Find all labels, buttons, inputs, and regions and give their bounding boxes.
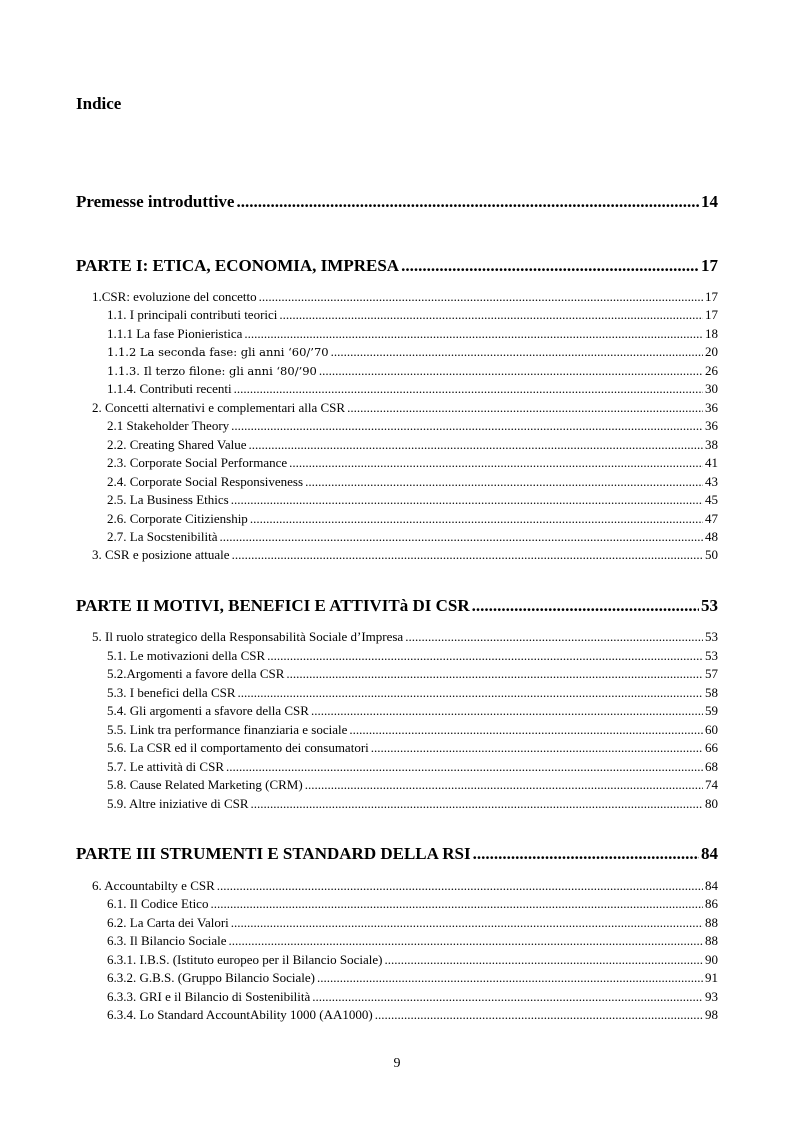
toc-entry-page: 91 (705, 970, 718, 985)
toc-entry[interactable] (107, 325, 718, 342)
toc-entry[interactable] (107, 380, 718, 397)
toc-entry-title: Premesse introduttive (76, 192, 235, 211)
toc-entry-page: 60 (705, 722, 718, 737)
toc-entry[interactable] (107, 914, 718, 931)
toc-entry-page: 84 (701, 844, 718, 863)
toc-entry-title: 2.5. La Business Ethics (107, 492, 229, 507)
toc-entry[interactable] (92, 628, 718, 645)
toc-major-parte-3[interactable] (76, 844, 718, 864)
toc-entry-page: 98 (705, 1007, 718, 1022)
toc-entry[interactable] (107, 306, 718, 323)
toc-entry-page: 74 (705, 777, 718, 792)
toc-entry[interactable] (107, 721, 718, 738)
toc-entry-title: 6. Accountabilty e CSR (92, 878, 215, 893)
toc-entry-page: 68 (705, 759, 718, 774)
toc-entry-page: 17 (705, 289, 718, 304)
toc-entry[interactable] (107, 454, 718, 471)
toc-entry-title: 5.1. Le motivazioni della CSR (107, 648, 266, 663)
toc-entry[interactable] (107, 473, 718, 490)
toc-entry-page: 45 (705, 492, 718, 507)
toc-entry[interactable] (107, 436, 718, 453)
toc-entry-page: 17 (705, 307, 718, 322)
toc-entry[interactable] (107, 491, 718, 508)
toc-entry-title: 2.3. Corporate Social Performance (107, 455, 288, 470)
toc-entry-title: 5.8. Cause Related Marketing (CRM) (107, 777, 303, 792)
toc-entry-title: 2.7. La Socstenibilità (107, 529, 218, 544)
toc-entry-title: 1.1. I principali contributi teorici (107, 307, 278, 322)
toc-entry-title: 5.6. La CSR ed il comportamento dei consumatori (107, 740, 369, 755)
toc-entry[interactable] (107, 702, 718, 719)
toc-entry-title: 6.3. Il Bilancio Sociale (107, 933, 227, 948)
toc-entry-title: 1.1.4. Contributi recenti (107, 381, 232, 396)
toc-entry[interactable] (107, 510, 718, 527)
toc-entry[interactable] (107, 684, 718, 701)
toc-entry[interactable] (107, 647, 718, 664)
toc-entry-title: 2.2. Creating Shared Value (107, 437, 247, 452)
toc-entry-title: 6.3.4. Lo Standard AccountAbility 1000 (AA1000) (107, 1007, 373, 1022)
toc-entry-title: 6.1. Il Codice Etico (107, 896, 209, 911)
toc-entry-page: 53 (705, 629, 718, 644)
toc-entry-title: 6.3.3. GRI e il Bilancio di Sostenibilità (107, 989, 311, 1004)
toc-major-premesse[interactable] (76, 192, 718, 212)
toc-entry[interactable] (107, 776, 718, 793)
toc-entry-page: 14 (701, 192, 718, 211)
toc-entry-title: 5.4. Gli argomenti a sfavore della CSR (107, 703, 309, 718)
toc-entry-title: PARTE II MOTIVI, BENEFICI E ATTIVITà DI CSR (76, 596, 470, 615)
toc-entry[interactable] (107, 417, 718, 434)
toc-entry-page: 50 (705, 547, 718, 562)
toc-entry-page: 53 (705, 648, 718, 663)
toc-entry-title: 5.2.Argomenti a favore della CSR (107, 666, 285, 681)
toc-entry-title: PARTE I: ETICA, ECONOMIA, IMPRESA (76, 256, 400, 275)
index-title: Indice (76, 94, 122, 113)
toc-entry[interactable] (107, 665, 718, 682)
toc-entry-page: 93 (705, 989, 718, 1004)
toc-entry-page: 58 (705, 685, 718, 700)
toc-entry-title: 1.1.2 La seconda fase: gli anni ‘60/’70 (107, 345, 329, 359)
toc-entry-page: 90 (705, 952, 718, 967)
toc-entry-page: 88 (705, 933, 718, 948)
toc-entry[interactable] (107, 739, 718, 756)
toc-entry-title: 3. CSR e posizione attuale (92, 547, 230, 562)
toc-entry[interactable] (107, 1006, 718, 1023)
toc-entry-title: 6.3.2. G.B.S. (Gruppo Bilancio Sociale) (107, 970, 315, 985)
toc-entry-page: 66 (705, 740, 718, 755)
toc-entry[interactable] (107, 795, 718, 812)
toc-entry[interactable] (107, 343, 718, 360)
toc-entry-title: 5.7. Le attività di CSR (107, 759, 224, 774)
toc-entry-title: 6.3.1. I.B.S. (Istituto europeo per il Bilancio Sociale) (107, 952, 383, 967)
toc-entry[interactable] (107, 758, 718, 775)
toc-entry-page: 30 (705, 381, 718, 396)
toc-entry-title: 1.1.3. Il terzo filone: gli anni ‘80/’90 (107, 364, 317, 378)
toc-entry-title: 1.1.1 La fase Pionieristica (107, 326, 243, 341)
toc-entry[interactable] (107, 969, 718, 986)
toc-entry-page: 47 (705, 511, 718, 526)
toc-entry-title: 1.CSR: evoluzione del concetto (92, 289, 257, 304)
toc-entry-page: 41 (705, 455, 718, 470)
toc-entry[interactable] (107, 988, 718, 1005)
toc-entry-title: 2.1 Stakeholder Theory (107, 418, 230, 433)
toc-entry-title: 6.2. La Carta dei Valori (107, 915, 229, 930)
toc-entry-title: 5.3. I benefici della CSR (107, 685, 236, 700)
toc-entry[interactable] (107, 528, 718, 545)
toc-entry[interactable] (107, 895, 718, 912)
toc-entry-title: PARTE III STRUMENTI E STANDARD DELLA RSI (76, 844, 471, 863)
toc-entry-page: 53 (701, 596, 718, 615)
toc-entry-title: 2. Concetti alternativi e complementari alla CSR (92, 400, 346, 415)
toc-major-parte-1[interactable] (76, 256, 718, 276)
page-number: 9 (393, 1056, 401, 1071)
toc-entry-title: 2.6. Corporate Citizienship (107, 511, 248, 526)
toc-entry[interactable] (107, 932, 718, 949)
toc-entry-page: 38 (705, 437, 718, 452)
toc-entry-page: 36 (705, 400, 718, 415)
toc-entry-title: 5.5. Link tra performance finanziaria e sociale (107, 722, 348, 737)
toc-entry[interactable] (92, 877, 718, 894)
toc-major-parte-2[interactable] (76, 596, 718, 616)
toc-entry[interactable] (107, 362, 718, 379)
toc-entry-title: 5.9. Altre iniziative di CSR (107, 796, 249, 811)
toc-entry-page: 18 (705, 326, 718, 341)
toc-entry-title: 5. Il ruolo strategico della Responsabilità Sociale d’Impresa (92, 629, 404, 644)
toc-entry[interactable] (92, 399, 718, 416)
toc-entry-page: 36 (705, 418, 718, 433)
toc-entry-title: 2.4. Corporate Social Responsiveness (107, 474, 304, 489)
toc-entry-page: 20 (705, 344, 718, 359)
toc-entry-page: 17 (701, 256, 718, 275)
toc-entry-page: 84 (705, 878, 718, 893)
toc-entry-page: 86 (705, 896, 718, 911)
toc-entry-page: 88 (705, 915, 718, 930)
toc-entry[interactable] (92, 546, 718, 563)
toc-entry-page: 26 (705, 363, 718, 378)
toc-entry[interactable] (92, 288, 718, 305)
toc-entry-page: 43 (705, 474, 718, 489)
toc-entry-page: 48 (705, 529, 718, 544)
toc-entry[interactable] (107, 951, 718, 968)
toc-entry-page: 57 (705, 666, 718, 681)
toc-entry-page: 80 (705, 796, 718, 811)
toc-entry-page: 59 (705, 703, 718, 718)
